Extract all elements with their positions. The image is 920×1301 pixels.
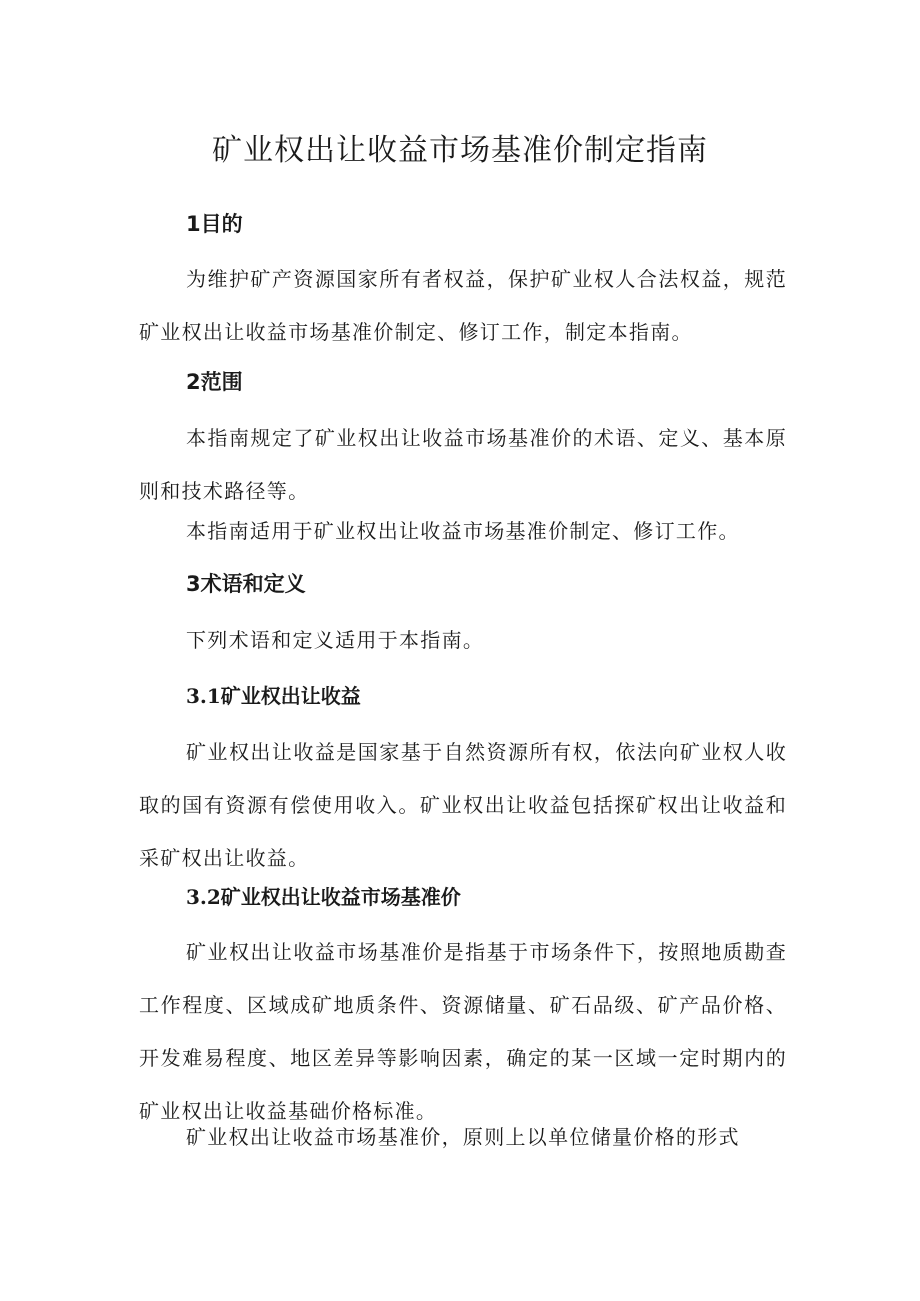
paragraph-3-2-definition: 矿业权出让收益市场基准价是指基于市场条件下，按照地质勘查工作程度、区域成矿地质条件、资源储量、矿石品级、矿产品价格、开发难易程度、地区差异等影响因素，确定的某一区域一定时期内的矿业权出让收益基础价格标准。 xyxy=(139,940,787,1123)
subsection-heading-3-2: 3.2矿业权出让收益市场基准价 xyxy=(186,885,461,909)
document-title: 矿业权出让收益市场基准价制定指南 xyxy=(212,133,708,168)
paragraph-3-1: 矿业权出让收益是国家基于自然资源所有权，依法向矿业权人收取的国有资源有偿使用收入。矿业权出让收益包括探矿权出让收益和采矿权出让收益。 xyxy=(139,740,787,870)
paragraph-3-2-form: 矿业权出让收益市场基准价，原则上以单位储量价格的形式 xyxy=(186,1125,740,1149)
paragraph-scope-2: 本指南适用于矿业权出让收益市场基准价制定、修订工作。 xyxy=(186,519,740,543)
paragraph-terms-intro: 下列术语和定义适用于本指南。 xyxy=(186,628,485,652)
subsection-heading-3-1: 3.1矿业权出让收益 xyxy=(186,684,361,708)
paragraph-scope-1: 本指南规定了矿业权出让收益市场基准价的术语、定义、基本原则和技术路径等。 xyxy=(139,426,787,503)
paragraph-purpose: 为维护矿产资源国家所有者权益，保护矿业权人合法权益，规范矿业权出让收益市场基准价制定、修订工作，制定本指南。 xyxy=(139,267,787,344)
section-heading-scope: 2范围 xyxy=(186,370,243,394)
section-heading-terms: 3术语和定义 xyxy=(186,572,306,596)
section-heading-purpose: 1目的 xyxy=(186,212,243,236)
